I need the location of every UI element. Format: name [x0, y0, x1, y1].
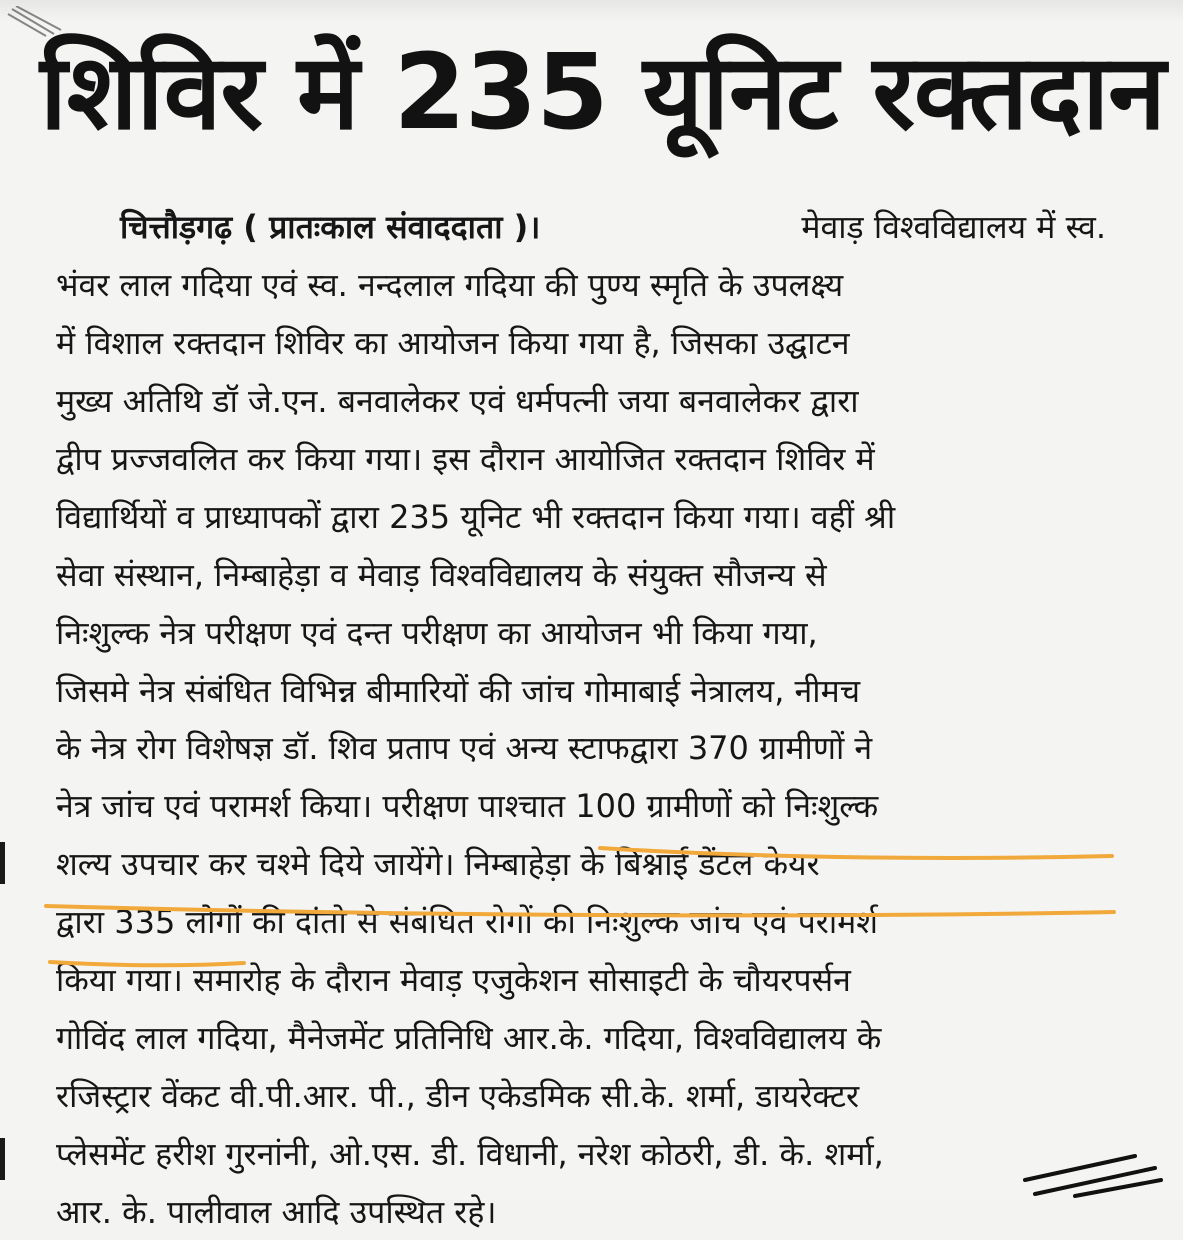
article-line: विद्यार्थियों व प्राध्यापकों द्वारा 235 यूनिट भी रक्तदान किया गया। वहीं श्री	[56, 497, 896, 536]
article-line: रजिस्ट्रार वेंकट वी.पी.आर. पी., डीन एकेडमिक सी.के. शर्मा, डायरेक्टर	[56, 1076, 860, 1115]
article-line: निःशुल्क नेत्र परीक्षण एवं दन्त परीक्षण का आयोजन भी किया गया,	[56, 613, 818, 652]
dateline: चित्तौड़गढ़ ( प्रातःकाल संवाददाता )।	[120, 208, 541, 247]
article-line: गोविंद लाल गदिया, मैनेजमेंट प्रतिनिधि आर.के. गदिया, विश्वविद्यालय के	[56, 1018, 882, 1057]
left-margin-mark	[0, 1138, 5, 1180]
article-line	[56, 198, 1106, 256]
article-line: के नेत्र रोग विशेषज्ञ डॉ. शिव प्रताप एवं अन्य स्टाफद्वारा 370 ग्रामीणों ने	[56, 729, 873, 768]
article-line: में विशाल रक्तदान शिविर का आयोजन किया गया है, जिसका उद्घाटन	[56, 324, 850, 363]
article-body	[56, 198, 1106, 1240]
signature-mark	[1015, 1150, 1165, 1200]
paper-top-shadow	[0, 0, 1183, 22]
article-line: द्वारा 335 लोगों की दांतो से संबंधित रोगों की निःशुल्क जांच एवं परामर्श	[56, 903, 879, 942]
article-line: सेवा संस्थान, निम्बाहेड़ा व मेवाड़ विश्वविद्यालय के संयुक्त सौजन्य से	[56, 555, 827, 594]
article-line: नेत्र जांच एवं परामर्श किया। परीक्षण पाश्चात 100 ग्रामीणों को निःशुल्क	[56, 787, 879, 826]
article-line: आर. के. पालीवाल आदि उपस्थित रहे।	[56, 1192, 497, 1231]
headline: शिविर में 235 यूनिट रक्तदान	[40, 31, 1165, 153]
article-line: मुख्य अतिथि डॉ जे.एन. बनवालेकर एवं धर्मपत्नी जया बनवालेकर द्वारा	[56, 382, 859, 421]
article-line: जिसमे नेत्र संबंधित विभिन्न बीमारियों की जांच गोमाबाई नेत्रालय, नीमच	[56, 671, 861, 710]
article-line: भंवर लाल गदिया एवं स्व. नन्दलाल गदिया की पुण्य स्मृति के उपलक्ष्य	[56, 266, 844, 305]
article-line: द्वीप प्रज्जवलित कर किया गया। इस दौरान आयोजित रक्तदान शिविर में	[56, 440, 875, 478]
article-line-text: मेवाड़ विश्वविद्यालय में स्व.	[801, 208, 1106, 247]
left-margin-mark	[0, 842, 5, 884]
article-line: किया गया। समारोह के दौरान मेवाड़ एजुकेशन सोसाइटी के चौयरपर्सन	[56, 961, 851, 1000]
article-line: शल्य उपचार कर चश्मे दिये जायेंगे। निम्बाहेड़ा के बिश्नाई डेंटल केयर	[56, 845, 820, 884]
article-line: प्लेसमेंट हरीश गुरनांनी, ओ.एस. डी. विधानी, नरेश कोठरी, डी. के. शर्मा,	[56, 1134, 884, 1173]
